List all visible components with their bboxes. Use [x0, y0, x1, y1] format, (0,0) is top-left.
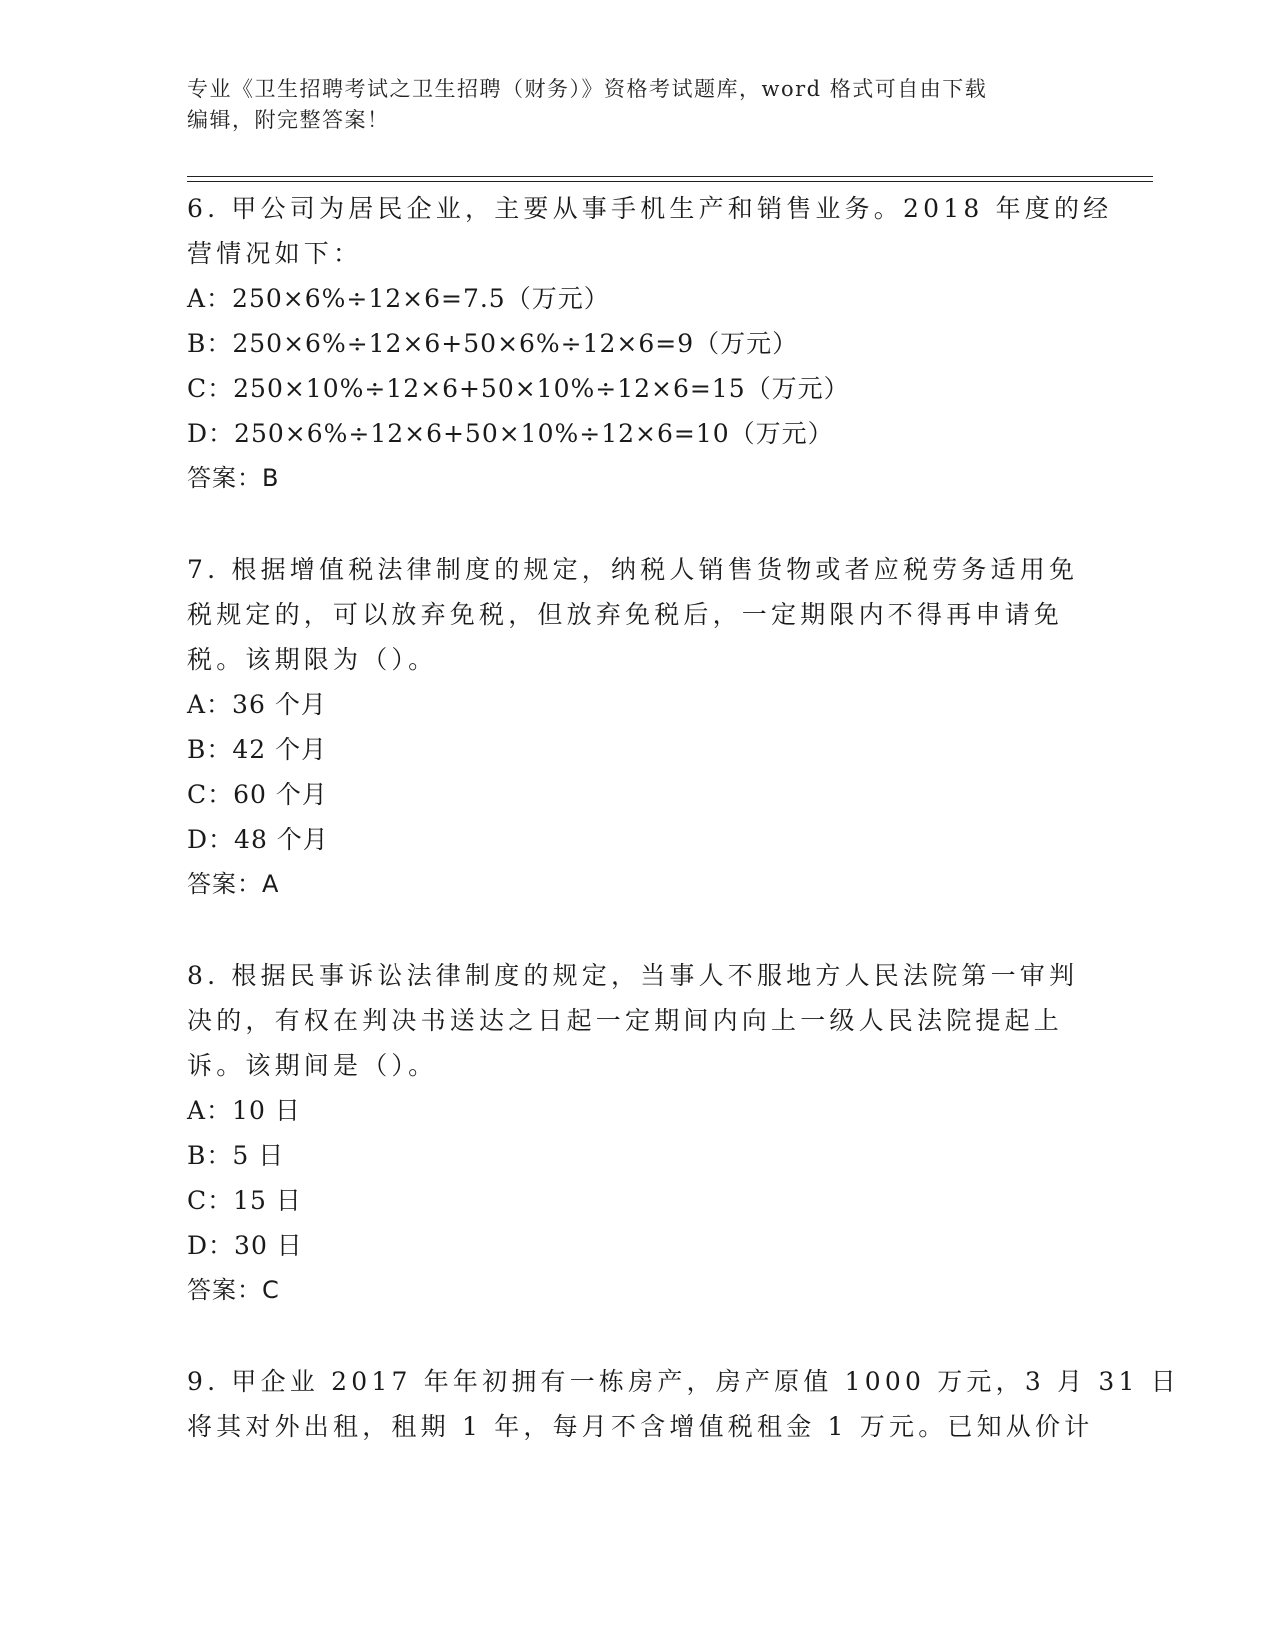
question-text-line: 营情况如下： [187, 239, 363, 268]
question-text-line: 将其对外出租，租期 1 年，每月不含增值税租金 1 万元。已知从价计 [187, 1412, 1094, 1441]
question-6 [187, 186, 1113, 501]
answer-line: 答案：B [187, 464, 280, 492]
option-c: C：250×10%÷12×6+50×10%÷12×6=15（万元） [187, 374, 850, 403]
option-d: D：30 日 [187, 1231, 303, 1260]
option-d: D：48 个月 [187, 825, 329, 854]
option-b: B：42 个月 [187, 735, 328, 764]
question-text-line: 税。该期限为（）。 [187, 645, 438, 674]
option-b: B：5 日 [187, 1141, 285, 1170]
question-9 [187, 1359, 1180, 1449]
question-text-line: 税规定的，可以放弃免税，但放弃免税后，一定期限内不得再申请免 [187, 600, 1064, 629]
question-8 [187, 953, 1079, 1313]
question-text-line: 9. 甲企业 2017 年年初拥有一栋房产，房产原值 1000 万元，3 月 31 日 [187, 1367, 1180, 1396]
option-a: A：250×6%÷12×6=7.5（万元） [187, 284, 610, 313]
question-7 [187, 547, 1079, 907]
header-line-2: 编辑，附完整答案！ [187, 108, 390, 132]
option-d: D：250×6%÷12×6+50×10%÷12×6=10（万元） [187, 419, 834, 448]
option-b: B：250×6%÷12×6+50×6%÷12×6=9（万元） [187, 329, 799, 358]
option-a: A：10 日 [187, 1096, 301, 1125]
header-divider-top [187, 176, 1153, 177]
header-line-1: 专业《卫生招聘考试之卫生招聘（财务）》资格考试题库，word 格式可自由下载 [187, 77, 988, 101]
answer-line: 答案：C [187, 1276, 280, 1304]
question-text-line: 7. 根据增值税法律制度的规定，纳税人销售货物或者应税劳务适用免 [187, 555, 1079, 584]
option-c: C：15 日 [187, 1186, 302, 1215]
question-text-line: 8. 根据民事诉讼法律制度的规定，当事人不服地方人民法院第一审判 [187, 961, 1079, 990]
question-text-line: 决的，有权在判决书送达之日起一定期间内向上一级人民法院提起上 [187, 1006, 1064, 1035]
document-header [187, 74, 1067, 136]
question-text-line: 6. 甲公司为居民企业，主要从事手机生产和销售业务。2018 年度的经 [187, 194, 1113, 223]
option-a: A：36 个月 [187, 690, 327, 719]
question-list [187, 186, 1180, 1449]
answer-line: 答案：A [187, 870, 280, 898]
header-divider-bottom [187, 181, 1153, 182]
question-spacer [187, 1313, 1067, 1359]
question-spacer [187, 907, 1067, 953]
option-c: C：60 个月 [187, 780, 328, 809]
question-spacer [187, 501, 1067, 547]
question-text-line: 诉。该期间是（）。 [187, 1051, 438, 1080]
